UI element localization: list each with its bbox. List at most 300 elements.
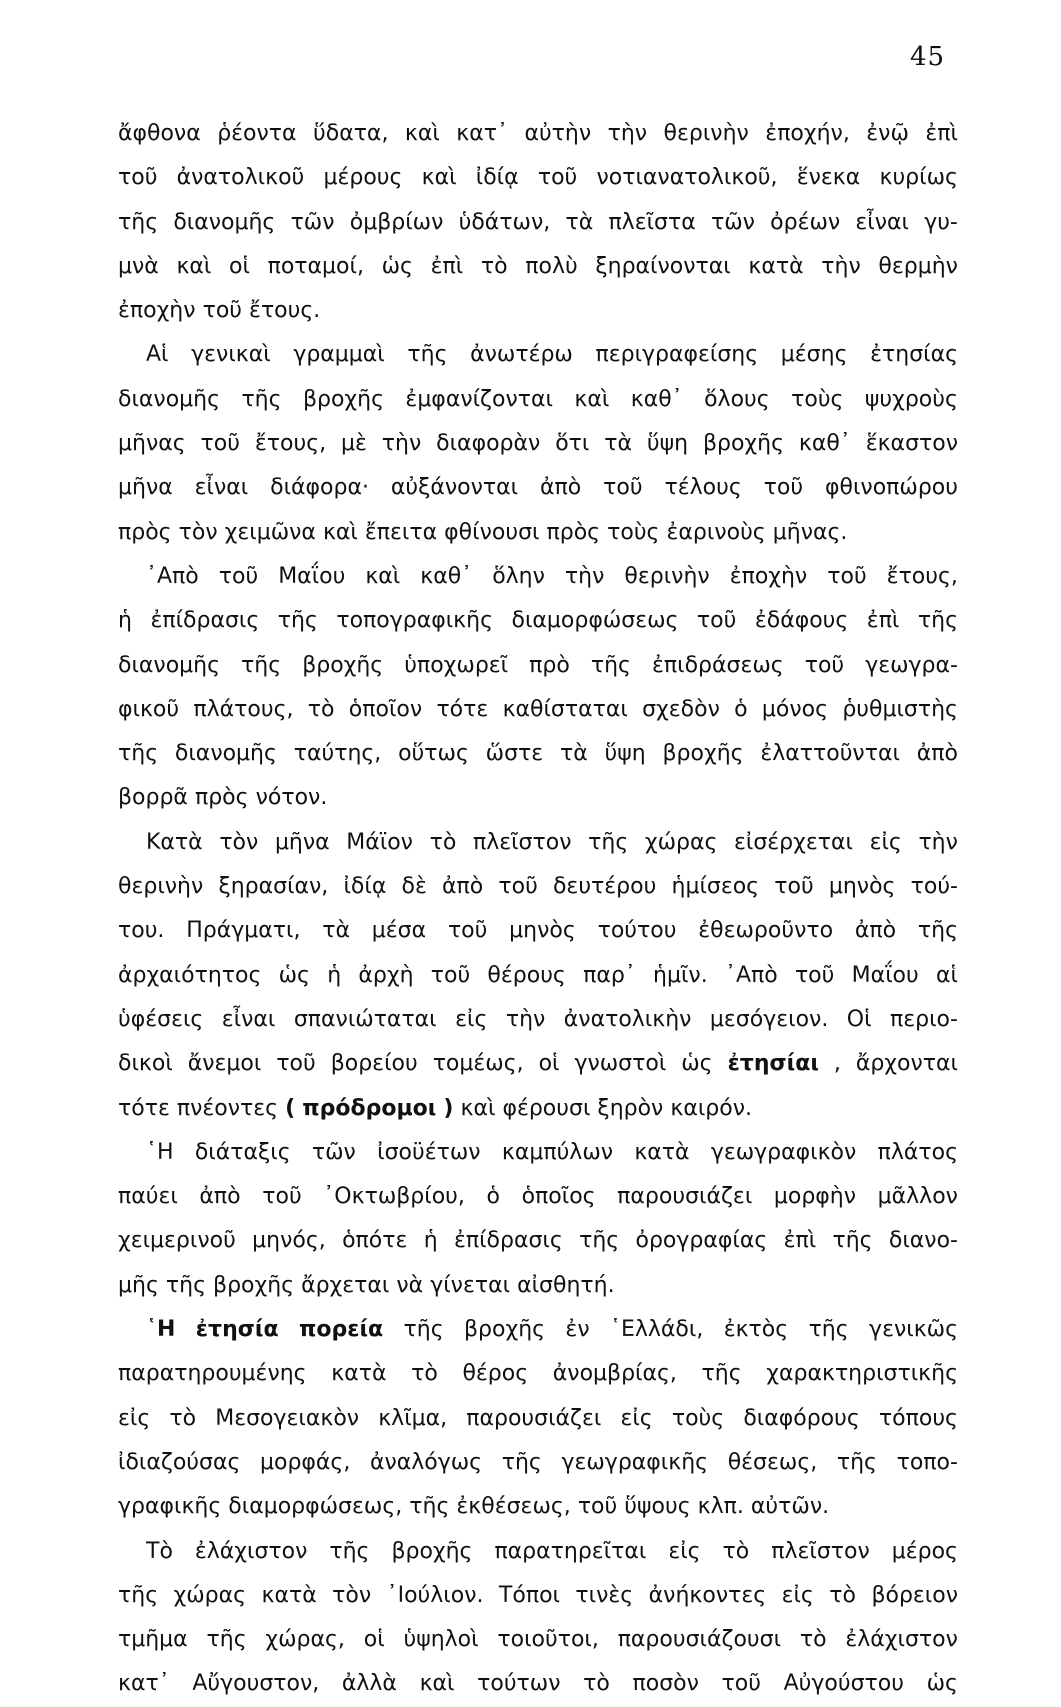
word: τῆς <box>579 1228 620 1254</box>
word: Μαΐου <box>851 962 919 988</box>
word: ἀνομβρίας, <box>552 1361 677 1387</box>
word: διαφορὰν <box>436 431 541 457</box>
word: βροχῆς <box>302 652 384 678</box>
word: τὸ <box>799 1627 827 1653</box>
word: γίνεται <box>430 1272 511 1298</box>
word: διαφόρους <box>743 1405 860 1431</box>
word: τὴν <box>381 431 422 457</box>
word: ἐν <box>565 1317 590 1343</box>
word: διαμορφώσεως <box>511 608 679 634</box>
text-line <box>118 776 958 820</box>
word: πρὸς <box>118 519 172 545</box>
word: πλεῖστον <box>472 829 572 855</box>
emphasis-word: πορεία <box>298 1317 384 1343</box>
word: δικοὶ <box>118 1051 173 1077</box>
word: θερινὴν <box>663 121 749 146</box>
word: τού- <box>910 874 958 900</box>
word: παρατηρεῖται <box>494 1538 647 1564</box>
word: ῥυθμιστὴς <box>842 696 958 722</box>
word: γενικαὶ <box>191 342 271 368</box>
word: φικοῦ <box>118 696 180 722</box>
word: βροχῆς <box>302 386 384 412</box>
word: ἐμφανίζονται <box>405 386 553 412</box>
word: βροχῆς <box>702 431 784 457</box>
word: ἀπὸ <box>442 874 484 900</box>
word: τῆς <box>701 1361 742 1387</box>
word: μέρους <box>323 165 403 191</box>
word: ἰσοϋέτων <box>377 1139 481 1165</box>
word: κυρίως <box>879 165 958 191</box>
word: τὴν <box>821 253 861 279</box>
word: παρουσιάζει <box>617 1184 753 1210</box>
text-line <box>118 289 958 333</box>
word: τοῦ <box>430 962 471 988</box>
word: τοῦ <box>721 1671 761 1697</box>
word: χώρας, <box>265 1627 345 1653</box>
word: φθινοπώρου <box>825 475 958 501</box>
word: αὐτὴν <box>524 121 592 146</box>
word: ἐδάφους <box>754 608 849 634</box>
word: ἐπίδρασις <box>150 608 260 634</box>
word: τμῆμα <box>118 1627 188 1653</box>
word: ἰδίᾳ <box>343 874 387 900</box>
word: τὰ <box>565 209 594 235</box>
word: ἡ <box>423 1228 438 1254</box>
word: πλεῖστον <box>771 1538 870 1564</box>
word: περιο- <box>890 1006 958 1032</box>
word: καὶ <box>574 386 610 412</box>
word: τοῦ <box>276 1051 316 1077</box>
text-line <box>118 333 958 377</box>
text-line <box>118 378 958 422</box>
word: διανομῆς <box>174 741 277 767</box>
word: οὕτως <box>398 741 469 767</box>
word: τὰ <box>559 741 588 767</box>
word: ἐλαττοῦνται <box>760 741 900 767</box>
word: ἐλάχιστον <box>194 1538 308 1564</box>
word: ὡς <box>926 1671 958 1697</box>
word: ἄφθονα <box>118 121 201 146</box>
word: ᾽Οκτωβρίου, <box>323 1184 465 1210</box>
word: τοῦ <box>218 563 259 589</box>
word: κατὰ <box>634 1139 690 1165</box>
word: τοῦ <box>827 563 867 589</box>
word: τὸ <box>429 829 457 855</box>
word: τοῦ <box>447 918 488 944</box>
word: τοῦ <box>202 298 243 324</box>
word: Αὔγουστον, <box>192 1671 320 1697</box>
word: ἡμίσεος <box>671 874 760 900</box>
text-line <box>118 1574 958 1618</box>
word: τόπους <box>878 1405 958 1431</box>
word: ὕψη <box>604 741 646 767</box>
word: τῆς <box>165 1272 206 1298</box>
word: τὴν <box>505 1006 546 1032</box>
word: μορφάς, <box>260 1449 351 1475</box>
emphasis-word: ) <box>443 1095 454 1121</box>
word: τῆς <box>118 1582 159 1608</box>
word: ᾽Απὸ <box>146 563 199 589</box>
word: τῆς <box>832 1228 873 1254</box>
word: ἀλλὰ <box>341 1671 397 1697</box>
text-line <box>118 201 958 245</box>
word: αἰσθητή. <box>517 1272 615 1298</box>
word: Τόποι <box>498 1582 560 1608</box>
word: τῆς <box>118 209 159 235</box>
word: μνὰ <box>118 253 159 279</box>
word: τότε <box>436 696 489 722</box>
word: εἰς <box>668 1538 701 1564</box>
word: καθ᾽ <box>630 386 683 412</box>
word: παρατηρουμένης <box>118 1361 307 1387</box>
emphasis-word: ῾Η <box>146 1317 176 1343</box>
word: τῆς <box>917 918 958 944</box>
text-line <box>118 1087 958 1131</box>
word: γενικῶς <box>869 1317 958 1343</box>
emphasis-word: ( <box>285 1095 296 1121</box>
word: καὶ <box>322 519 358 545</box>
word: ξηρασίαν, <box>218 874 329 900</box>
word: ἕνεκα <box>796 165 861 191</box>
text-line <box>118 1308 958 1352</box>
word: αὐξάνονται <box>390 475 519 501</box>
text-line <box>118 1662 958 1706</box>
text-line <box>118 511 958 555</box>
word: ὀμβρίων <box>349 209 444 235</box>
word: ὡς <box>681 1051 713 1077</box>
text-line <box>118 245 958 289</box>
word: εἰς <box>781 1582 814 1608</box>
word: ῾Η <box>146 1139 174 1165</box>
word: μῆς <box>118 1272 159 1298</box>
word: τῆς <box>836 1449 877 1475</box>
word: τούτου <box>597 918 677 944</box>
word: ἐτησίας <box>870 342 958 368</box>
word: αὐτῶν. <box>750 1494 830 1520</box>
word: τῆς <box>118 741 159 767</box>
text-line <box>118 954 958 998</box>
word: ὕδατα, <box>313 121 389 146</box>
word: τὸ <box>722 1538 750 1564</box>
word: ἔτους. <box>249 298 321 324</box>
word: ὕψη <box>646 431 689 457</box>
word: ὁπότε <box>342 1228 408 1254</box>
word: τοῦ <box>774 874 814 900</box>
word: ὑψηλοὶ <box>403 1627 479 1653</box>
word: χειμῶνα <box>224 519 316 545</box>
word: τὸν <box>219 829 259 855</box>
word: αἱ <box>935 962 958 988</box>
word: ἀπὸ <box>199 1184 241 1210</box>
word: τοῦ <box>262 1184 302 1210</box>
text-line <box>118 422 958 466</box>
word: βόρειον <box>871 1582 958 1608</box>
word: μέσα <box>371 918 427 944</box>
word: τοὺς <box>791 386 844 412</box>
body-text <box>118 112 958 1707</box>
word: του. <box>118 918 165 944</box>
word: ἀνατολικὴν <box>563 1006 692 1032</box>
word: ἐπὶ <box>783 1228 817 1254</box>
word: τῆς <box>241 386 282 412</box>
word: Αὐγούστου <box>783 1671 904 1697</box>
word: ἐαρινοὺς <box>666 519 766 545</box>
word: , <box>833 1051 841 1077</box>
word: κατ᾽ <box>118 1671 170 1697</box>
word: τὸ <box>169 1405 197 1431</box>
word: τῆς <box>277 608 318 634</box>
word: καὶ <box>460 1095 496 1121</box>
word: μόνος <box>761 696 829 722</box>
word: ὀρέων <box>770 209 841 235</box>
word: μέρος <box>891 1538 958 1564</box>
word: βροχῆς <box>662 741 744 767</box>
word: μὲ <box>341 431 367 457</box>
word: ἀνατολικοῦ <box>176 165 305 191</box>
word: τῆς <box>206 1627 247 1653</box>
word: γεωγραφικῆς <box>561 1449 709 1475</box>
word: μᾶλλον <box>877 1184 958 1210</box>
word: ὥστε <box>485 741 544 767</box>
word: Κατὰ <box>146 829 203 855</box>
word: τὸ <box>829 1582 856 1608</box>
word: διάφορα· <box>270 475 369 501</box>
word: ἐκτὸς <box>723 1317 789 1343</box>
word: πνέοντες <box>176 1095 279 1121</box>
word: καὶ <box>404 121 440 146</box>
word: κατ᾽ <box>456 121 508 146</box>
word: ἀπὸ <box>854 918 897 944</box>
word: γυ- <box>924 209 958 235</box>
text-line <box>118 1352 958 1396</box>
word: ποσὸν <box>632 1671 699 1697</box>
word: εἰς <box>455 1006 488 1032</box>
word: τοπο- <box>896 1449 958 1475</box>
word: εἰς <box>620 1405 653 1431</box>
word: ἡ <box>327 962 342 988</box>
word: εἰς <box>118 1405 151 1431</box>
word: ἀνήκοντες <box>648 1582 767 1608</box>
word: ἀρχαιότητος <box>118 962 262 988</box>
text-line <box>118 555 958 599</box>
word: ψυχροὺς <box>864 386 958 412</box>
word: ὑδάτων, <box>458 209 551 235</box>
word: τομέως, <box>432 1051 524 1077</box>
text-line <box>118 1042 958 1086</box>
word: θέρος <box>462 1361 529 1387</box>
text-line <box>118 1175 958 1219</box>
word: ὅτι <box>555 431 590 457</box>
word: τὴν <box>564 563 605 589</box>
word: τῆς <box>409 1494 450 1520</box>
word: βροχῆς <box>213 1272 295 1298</box>
word: ἀνωτέρω <box>470 342 573 368</box>
word: ἄρχεται <box>301 1272 390 1298</box>
word: τῆς <box>241 652 282 678</box>
word: καμπύλων <box>501 1139 614 1165</box>
word: βροχῆς <box>464 1317 546 1343</box>
word: ἀπὸ <box>916 741 958 767</box>
word: Μεσογειακὸν <box>215 1405 360 1431</box>
word: ἀρχὴ <box>358 962 414 988</box>
text-line <box>118 599 958 643</box>
word: ἐπιδράσεως <box>652 652 784 678</box>
word: οἱ <box>363 1627 385 1653</box>
word: κατὰ <box>331 1361 387 1387</box>
word: ἐκθέσεως, <box>456 1494 571 1520</box>
word: ξηρὸν <box>597 1095 664 1121</box>
word: τούτων <box>477 1671 561 1697</box>
word: θέρους <box>487 962 566 988</box>
word: ὅλους <box>704 386 770 412</box>
word: ἐθεωροῦντο <box>698 918 834 944</box>
word: καθ᾽ <box>798 431 851 457</box>
word: ῾Ελλάδι, <box>609 1317 704 1343</box>
word: πλεῖστα <box>608 209 696 235</box>
word: κατὰ <box>261 1582 317 1608</box>
text-line <box>118 1618 958 1662</box>
word: Μαΐου <box>278 563 346 589</box>
word: διανο- <box>888 1228 958 1254</box>
word: ὁ <box>486 1184 500 1210</box>
word: παρ᾽ <box>583 962 636 988</box>
emphasis-word: πρόδρομοι <box>302 1095 437 1121</box>
word: γραμμαὶ <box>293 342 385 368</box>
word: τὸ <box>480 253 508 279</box>
word: ἐποχὴν <box>118 298 196 324</box>
text-line <box>118 1264 958 1308</box>
word: ποταμοί, <box>267 253 364 279</box>
word: τῶν <box>311 1139 356 1165</box>
word: τοπογραφικῆς <box>336 608 494 634</box>
text-line <box>118 688 958 732</box>
word: ἀπὸ <box>540 475 582 501</box>
word: κλπ. <box>697 1494 744 1520</box>
text-line <box>118 821 958 865</box>
word: τότε <box>118 1095 170 1121</box>
word: ἐποχὴν <box>729 563 808 589</box>
word: ἐνῷ <box>866 121 909 146</box>
word: τῆς <box>329 1538 370 1564</box>
word: τῆς <box>403 1317 444 1343</box>
text-line <box>118 1530 958 1574</box>
word: μῆνας <box>118 431 186 457</box>
word: πρὸς <box>546 519 601 545</box>
word: τὸ <box>583 1671 610 1697</box>
word: τὸ <box>411 1361 438 1387</box>
word: ὁ <box>734 696 748 722</box>
text-line <box>118 865 958 909</box>
word: ἐπὶ <box>866 608 900 634</box>
word: τῆς <box>588 829 629 855</box>
word: μέσης <box>780 342 848 368</box>
word: δὲ <box>401 874 427 900</box>
word: νότον. <box>255 785 328 811</box>
word: ἡ <box>118 608 132 634</box>
word: τὰ <box>604 431 632 457</box>
word: Μάϊον <box>346 829 413 855</box>
word: μῆνας. <box>772 519 848 545</box>
word: τῆς <box>590 652 631 678</box>
word: τοὺς <box>671 1405 725 1431</box>
emphasis-word: ἐτησία <box>195 1317 279 1343</box>
word: τὸ <box>307 696 335 722</box>
word: δευτέρου <box>552 874 657 900</box>
word: τῶν <box>290 209 335 235</box>
word: τὴν <box>607 121 648 146</box>
word: καιρόν. <box>670 1095 753 1121</box>
word: οἱ <box>229 253 250 279</box>
word: τοὺς <box>607 519 660 545</box>
word: ἐπὶ <box>430 253 464 279</box>
word: καθ᾽ <box>420 563 473 589</box>
word: διανομῆς <box>173 209 276 235</box>
word: ᾽Ιούλιον. <box>386 1582 484 1608</box>
word: πρὸς <box>194 785 249 811</box>
word: τὸν <box>332 1582 372 1608</box>
word: ὕψους <box>624 1494 691 1520</box>
word: πρὸ <box>529 652 570 678</box>
word: φθίνουσι <box>444 519 540 545</box>
word: θέσεως, <box>727 1449 818 1475</box>
word: τῆς <box>501 1449 542 1475</box>
word: ᾽Απὸ <box>724 962 778 988</box>
word: διάταξις <box>194 1139 291 1165</box>
word: θερινὴν <box>118 874 204 900</box>
word: νοτιανατολικοῦ, <box>596 165 778 191</box>
word: ὁποῖον <box>348 696 423 722</box>
word: βορρᾶ <box>118 785 188 811</box>
word: ὑφέσεις <box>118 1006 204 1032</box>
word: παύει <box>118 1184 178 1210</box>
word: Τὸ <box>146 1538 173 1564</box>
word: βορείου <box>330 1051 418 1077</box>
page-number: 45 <box>910 42 946 72</box>
text-line <box>118 1131 958 1175</box>
word: γεωγραφικὸν <box>710 1139 857 1165</box>
text-line <box>118 909 958 953</box>
word: εἶναι <box>194 475 249 501</box>
word: σχεδὸν <box>642 696 720 722</box>
word: τὰ <box>322 918 350 944</box>
word: ἀναλόγως <box>369 1449 483 1475</box>
word: τοῦ <box>603 475 643 501</box>
word: διαμορφώσεως, <box>228 1494 403 1520</box>
word: γνωστοὶ <box>574 1051 667 1077</box>
word: τοῦ <box>763 475 804 501</box>
word: καὶ <box>176 253 212 279</box>
word: πολὺ <box>525 253 578 279</box>
word: εἶναι <box>221 1006 276 1032</box>
word: μῆνα <box>274 829 330 855</box>
word: ξηραίνονται <box>595 253 731 279</box>
word: ἄνεμοι <box>187 1051 262 1077</box>
word: οἱ <box>538 1051 560 1077</box>
text-line <box>118 112 958 156</box>
word: μεσόγειον. <box>709 1006 829 1032</box>
word: τῶν <box>710 209 755 235</box>
word: εἰς <box>869 829 902 855</box>
word: κλῖμα, <box>378 1405 448 1431</box>
word: καθίσταται <box>502 696 628 722</box>
word: ἐπὶ <box>925 121 958 146</box>
word: τοῦ <box>696 608 737 634</box>
text-line <box>118 156 958 200</box>
word: τοῦ <box>118 165 158 191</box>
word: μηνὸς <box>509 918 576 944</box>
text-line <box>118 466 958 510</box>
word: πλάτους, <box>193 696 294 722</box>
